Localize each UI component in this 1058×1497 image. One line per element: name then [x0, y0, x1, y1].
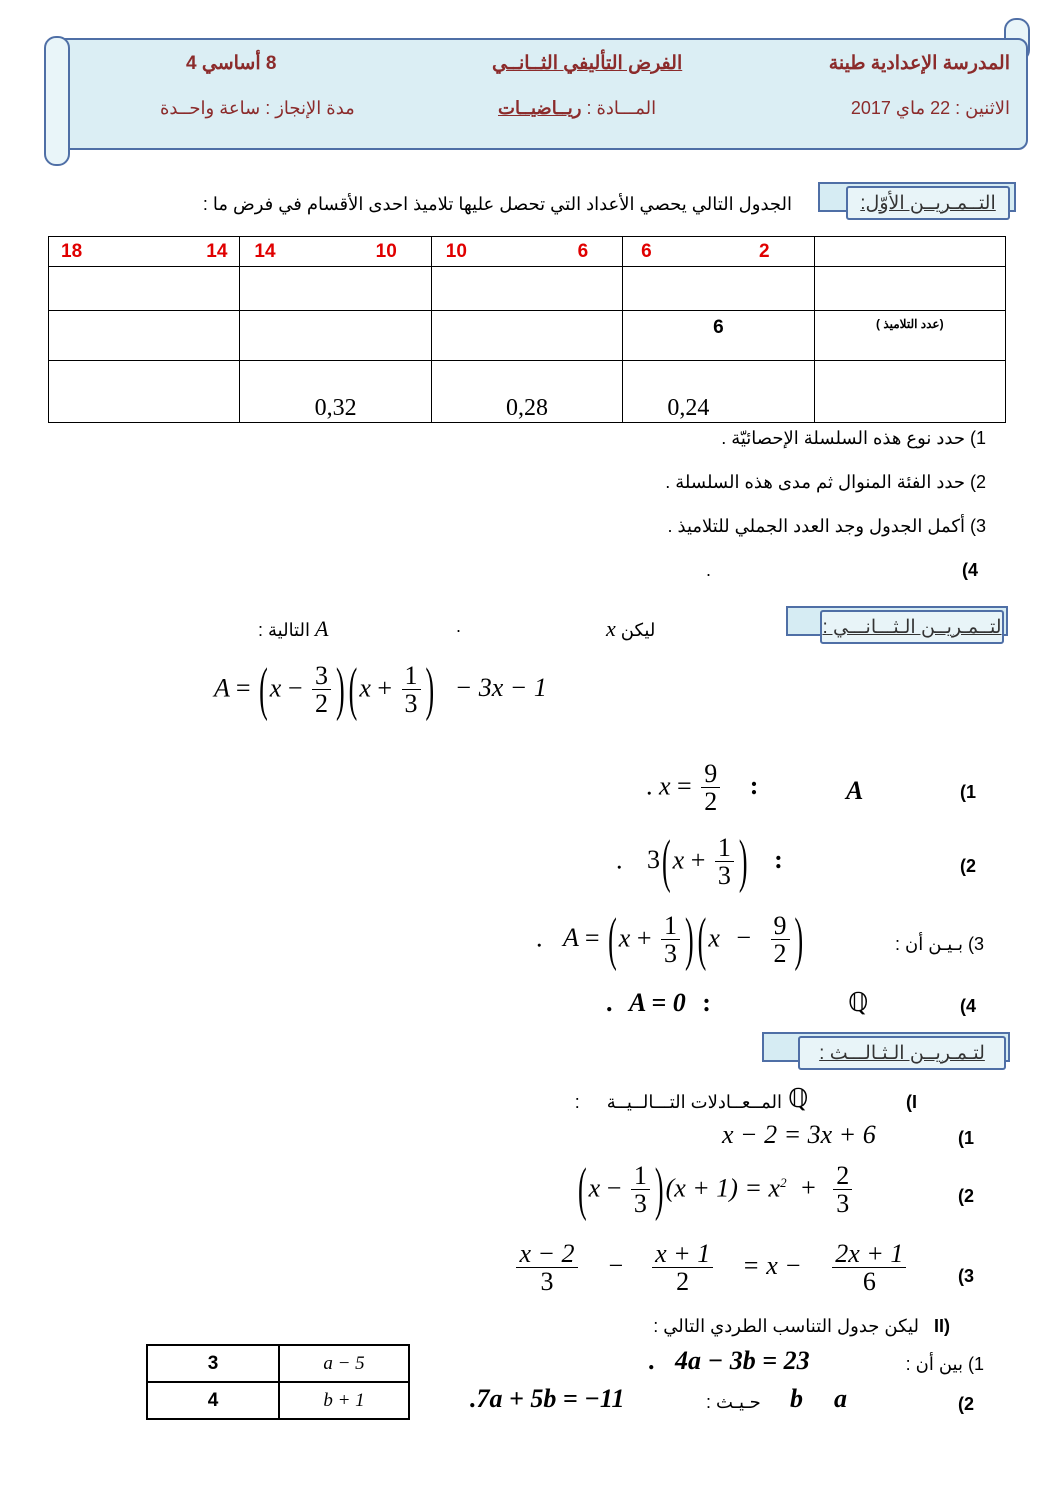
question-text: حدد نوع هذه السلسلة الإحصائيّة .: [721, 428, 965, 448]
exercise2-intro-following: [258, 616, 328, 642]
question-number: (2: [960, 856, 977, 876]
frequency-row: [49, 361, 1006, 423]
count-cell: [49, 311, 240, 361]
var-x: x: [269, 673, 282, 703]
colon: :: [702, 988, 711, 1017]
subject-name: ريــاضيــات: [498, 98, 582, 118]
numerator: 1: [715, 834, 734, 862]
exercise2-q4-equation: [606, 988, 711, 1018]
denominator: 6: [862, 1267, 876, 1297]
var-x: x: [588, 1173, 601, 1203]
exam-title: الفرض التأليفي الثــانــي: [492, 53, 683, 74]
count-cell: [431, 311, 622, 361]
equation: A = 0: [629, 988, 686, 1017]
var-A: A: [214, 673, 230, 703]
class-bound: 10: [445, 240, 467, 262]
equals-sign: =: [677, 771, 692, 801]
class-bound: 14: [206, 240, 228, 262]
class-bound: 6: [577, 240, 589, 262]
colon: :: [749, 771, 759, 801]
count-row: [49, 311, 1006, 361]
table-cell: b + 1: [279, 1382, 409, 1419]
class-row: [49, 237, 1006, 267]
var-x: x: [708, 923, 720, 953]
exercise1-intro: الجدول التالي يحصي الأعداد التي تحصل عليها تلاميذ احدى الأقسام في فرض ما :: [202, 194, 792, 214]
denominator: 2: [676, 1267, 690, 1297]
denominator: 2: [773, 939, 787, 969]
part-number: (I: [906, 1092, 917, 1112]
part1-text: [574, 1092, 782, 1113]
denominator: 3: [540, 1267, 554, 1297]
minus-sign: −: [606, 1173, 622, 1203]
question-number: (2: [958, 1394, 975, 1414]
denominator: 2: [314, 689, 328, 719]
exercise1-question-3: [668, 516, 986, 537]
proportionality-table: [146, 1344, 410, 1420]
dot: .: [646, 771, 653, 801]
question-number: 3): [969, 516, 986, 536]
plus-sign: +: [636, 923, 652, 953]
equals-sign: =: [584, 923, 600, 953]
exam-duration: مدة الإنجاز : ساعة واحــدة: [160, 98, 355, 118]
table-cell: a − 5: [279, 1345, 409, 1382]
class-bound: 2: [758, 240, 770, 262]
question-number: 2): [969, 472, 986, 492]
subject-line: [498, 98, 656, 119]
question-text: .: [706, 560, 712, 580]
exercise3-q1-equation: [648, 1346, 810, 1376]
var-x: x: [659, 771, 671, 801]
exercise2-badge: [786, 606, 1008, 640]
numerator: 9: [701, 760, 720, 788]
minus-sign: −: [736, 923, 752, 953]
var-x: x: [618, 923, 631, 953]
denominator: 3: [633, 1189, 647, 1219]
colon: :: [574, 1092, 580, 1112]
dot: .: [616, 845, 623, 875]
intro-dot: .: [456, 616, 462, 636]
rationals-symbol: ℚ: [848, 988, 869, 1017]
exercise1-question-2: [665, 472, 986, 493]
frequency-cell: 0,24: [623, 361, 814, 423]
numerator: 9: [771, 912, 790, 940]
exercise2-q1-value: [646, 760, 758, 817]
question-text: أكمل الجدول وجد العدد الجملي للتلاميذ .: [667, 516, 965, 536]
equals-sign: =: [235, 673, 251, 703]
exercise3-title: لتـمـريــن الـثـالـــث :: [798, 1036, 1006, 1070]
exercise3-q1-label: [906, 1354, 984, 1375]
part-number: (II: [933, 1316, 950, 1336]
exercise2-q2-expression: . 3(x + $\frac{1}{3}$ ) :: [616, 827, 783, 895]
coefficient: 3: [647, 845, 660, 875]
numerator: 2x + 1: [832, 1240, 906, 1268]
var-A: A: [563, 923, 579, 953]
scroll-curl-decoration: [44, 36, 70, 166]
class-bound: 10: [375, 240, 397, 262]
question-text: بـيـن أن :: [895, 934, 963, 954]
school-name: المدرسة الإعدادية طينة: [828, 53, 1010, 74]
denominator: 3: [717, 861, 731, 891]
var-x: x: [606, 616, 616, 641]
table-cell: 3: [147, 1345, 279, 1382]
count-cell: [240, 311, 431, 361]
exercise3-badge: [762, 1032, 1008, 1066]
numerator: 3: [312, 662, 331, 690]
frequency-cell: 0,32: [240, 361, 431, 423]
question-number: 1): [969, 428, 986, 448]
question-number: (4: [962, 560, 979, 580]
question-number: (4: [960, 996, 977, 1016]
intro-let: ليكن: [620, 620, 656, 640]
where-label: حـيـث :: [706, 1392, 761, 1412]
subject-label: المـــادة :: [586, 98, 657, 118]
question-number: (1: [960, 782, 977, 802]
var-a: a: [834, 1384, 847, 1413]
denominator: 2: [704, 787, 718, 817]
question-number: 1): [967, 1354, 984, 1374]
equation-number: (1: [958, 1128, 975, 1148]
expression-tail: − 3x − 1: [454, 673, 547, 703]
equation-middle: = x −: [742, 1251, 802, 1281]
var-b: b: [790, 1384, 803, 1413]
exercise2-intro-let: [606, 616, 655, 642]
exercise2-q3-label: [895, 934, 984, 955]
equation-3: [504, 1240, 918, 1297]
denominator: 3: [663, 939, 677, 969]
class-level: 8 أساسي 4: [186, 53, 277, 74]
question-text: حدد الفئة المنوال ثم مدى هذه السلسلة .: [665, 472, 965, 492]
exam-date: الاثنين : 22 ماي 2017: [850, 98, 1010, 118]
denominator: 3: [404, 689, 418, 719]
equation-number: (2: [958, 1186, 975, 1206]
part-text: ليكن جدول التناسب الطردي التالي :: [653, 1316, 919, 1336]
numerator: 2: [833, 1162, 852, 1190]
exercise3-q2-equation: .7a + 5b = −11: [470, 1384, 625, 1413]
plus-sign: +: [690, 845, 706, 875]
plus-sign: +: [801, 1173, 816, 1203]
equation-1: x − 2 = 3x + 6: [722, 1120, 876, 1149]
class-bound: 18: [61, 240, 83, 262]
numerator: x − 2: [516, 1240, 577, 1268]
dot: .: [606, 988, 613, 1017]
question-text: بين أن :: [905, 1354, 963, 1374]
minus-sign: −: [287, 673, 303, 703]
denominator: 3: [836, 1189, 850, 1219]
statistics-table: [48, 236, 1006, 423]
colon: :: [774, 845, 783, 875]
numerator: 1: [661, 912, 680, 940]
exercise2-q3-expression: . A = (x + $\frac{1}{3}$ ) (x − $\frac{9}{2}$ ): [536, 905, 804, 973]
equation-middle: (x + 1) = x: [665, 1173, 781, 1203]
expression-A: A = (x − $\frac{3}{2}$ ) (x + $\frac{1}{3}$ ) − 3x − 1: [214, 655, 547, 723]
minus-sign: −: [608, 1251, 624, 1281]
dot: .: [648, 1346, 655, 1375]
class-bound: 14: [254, 240, 276, 262]
numerator: 1: [402, 662, 421, 690]
frequency-cell: 0,28: [431, 361, 622, 423]
exponent: 2: [780, 1174, 787, 1190]
count-cell: 6: [623, 311, 814, 361]
table-row: [147, 1382, 409, 1419]
count-label: (عدد التلاميذ ): [814, 311, 1005, 361]
exercise1-question-1: [721, 428, 986, 449]
var-A: A: [846, 776, 864, 805]
table-cell: 4: [147, 1382, 279, 1419]
plus-sign: +: [377, 673, 393, 703]
intro-following: التالية :: [258, 620, 310, 640]
exercise1-title: التــمـريــن الأوّل:: [846, 186, 1010, 220]
var-A: A: [315, 616, 329, 641]
empty-row: [49, 267, 1006, 311]
rationals-symbol: ℚ: [788, 1084, 809, 1113]
var-x: x: [672, 845, 685, 875]
part2-heading: [653, 1316, 950, 1337]
part-text: المــعــادلات التـــالــيــة: [606, 1092, 782, 1112]
var-x: x: [359, 673, 371, 703]
exercise1-badge: [818, 182, 1014, 216]
question-number: 3): [967, 934, 984, 954]
equation-2: (x − $\frac{1}{3}$ )$(x + 1) = x^2$ + $\frac{2}{3}$: [576, 1162, 855, 1219]
exercise2-title: لتــمـريــن الـثـــانـــي :: [820, 610, 1004, 644]
class-bound: 6: [641, 240, 652, 262]
equation: 4a − 3b = 23: [675, 1346, 810, 1375]
table-row: [147, 1345, 409, 1382]
numerator: x + 1: [652, 1240, 713, 1268]
numerator: 1: [631, 1162, 650, 1190]
equation-number: (3: [958, 1266, 975, 1286]
dot: .: [536, 923, 543, 953]
